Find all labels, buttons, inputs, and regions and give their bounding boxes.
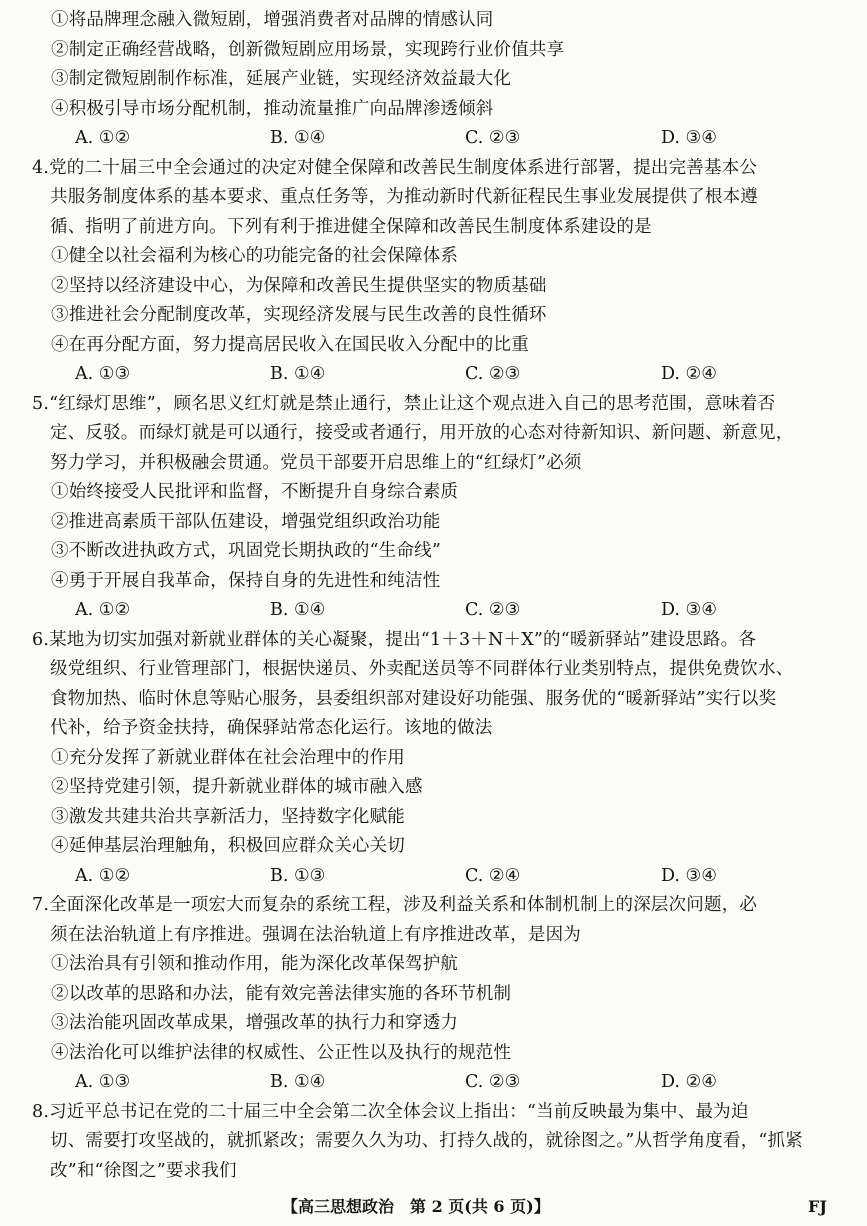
option-line: ①法治具有引领和推动作用，能为深化改革保驾护航 bbox=[51, 954, 459, 974]
answer-choice: C. ②③ bbox=[465, 600, 521, 620]
option-line: ④法治化可以维护法律的权威性、公正性以及执行的规范性 bbox=[51, 1043, 512, 1063]
option-line: ③推进社会分配制度改革，实现经济发展与民生改善的良性循环 bbox=[51, 305, 547, 325]
question-text-line: 级党组织、行业管理部门，根据快递员、外卖配送员等不同群体行业类别特点，提供免费饮水、 bbox=[50, 659, 794, 679]
answer-choice: A. ①② bbox=[75, 128, 131, 148]
question-text-line: 代补，给予资金扶持，确保驿站常态化运行。该地的做法 bbox=[50, 718, 493, 738]
option-line: ③法治能巩固改革成果，增强改革的执行力和穿透力 bbox=[51, 1013, 459, 1033]
question-text-line: 切、需要打攻坚战的，就抓紧改；需要久久为功、打持久战的，就徐图之。”从哲学角度看，“抓紧 bbox=[50, 1131, 803, 1151]
answer-choice: B. ①④ bbox=[270, 600, 326, 620]
answer-choice: B. ①④ bbox=[270, 1072, 326, 1092]
answer-choice: D. ②④ bbox=[661, 1072, 717, 1092]
question-stem: 4.党的二十届三中全会通过的决定对健全保障和改善民生制度体系进行部署，提出完善基本公 bbox=[32, 158, 758, 178]
question-text-line: 共服务制度体系的基本要求、重点任务等，为推动新时代新征程民生事业发展提供了根本遵 bbox=[50, 187, 758, 207]
answer-choice: D. ③④ bbox=[661, 866, 717, 886]
option-line: ②以改革的思路和办法，能有效完善法律实施的各环节机制 bbox=[51, 984, 512, 1004]
option-line: ②坚持以经济建设中心，为保障和改善民生提供坚实的物质基础 bbox=[51, 276, 547, 296]
option-line: ③制定微短剧制作标准，延展产业链，实现经济效益最大化 bbox=[51, 69, 512, 89]
answer-choice: A. ①② bbox=[75, 866, 131, 886]
answer-choice: A. ①③ bbox=[75, 364, 131, 384]
question-stem: 7.全面深化改革是一项宏大而复杂的系统工程，涉及利益关系和体制机制上的深层次问题，必 bbox=[32, 895, 758, 915]
answer-choice: C. ②③ bbox=[465, 364, 521, 384]
question-text-line: 努力学习，并积极融会贯通。党员干部要开启思维上的“红绿灯”必须 bbox=[50, 453, 582, 473]
question-text-line: 食物加热、临时休息等贴心服务，县委组织部对建设好功能强、服务优的“暖新驿站”实行以奖 bbox=[50, 689, 777, 709]
option-line: ③激发共建共治共享新活力，坚持数字化赋能 bbox=[51, 807, 405, 827]
footer-code: FJ bbox=[808, 1197, 827, 1216]
option-line: ①将品牌理念融入微短剧，增强消费者对品牌的情感认同 bbox=[51, 10, 494, 30]
page-footer bbox=[0, 1195, 867, 1219]
answer-choice: B. ①④ bbox=[270, 364, 326, 384]
option-line: ③不断改进执政方式，巩固党长期执政的“生命线” bbox=[51, 541, 441, 561]
question-text-line: 须在法治轨道上有序推进。强调在法治轨道上有序推进改革，是因为 bbox=[50, 925, 581, 945]
answer-choice: C. ②④ bbox=[465, 866, 521, 886]
footer-title: 【高三思想政治 第 2 页(共 6 页)】 bbox=[282, 1197, 550, 1216]
option-line: ④延伸基层治理触角，积极回应群众关心关切 bbox=[51, 836, 405, 856]
question-text-line: 循、指明了前进方向。下列有利于推进健全保障和改善民生制度体系建设的是 bbox=[50, 217, 652, 237]
option-line: ④在再分配方面，努力提高居民收入在国民收入分配中的比重 bbox=[51, 335, 529, 355]
option-line: ①健全以社会福利为核心的功能完备的社会保障体系 bbox=[51, 246, 459, 266]
question-stem: 6.某地为切实加强对新就业群体的关心凝聚，提出“1＋3＋N＋X”的“暖新驿站”建设思路。各 bbox=[32, 630, 757, 650]
option-line: ②推进高素质干部队伍建设，增强党组织政治功能 bbox=[51, 512, 441, 532]
question-stem: 8.习近平总书记在党的二十届三中全会第二次全体会议上指出：“当前反映最为集中、最为迫 bbox=[32, 1102, 749, 1122]
question-text-line: 定、反驳。而绿灯就是可以通行，接受或者通行，用开放的心态对待新知识、新问题、新意见， bbox=[50, 423, 794, 443]
option-line: ④勇于开展自我革命，保持自身的先进性和纯洁性 bbox=[51, 571, 441, 591]
answer-choice: B. ①④ bbox=[270, 128, 326, 148]
option-line: ②制定正确经营战略，创新微短剧应用场景，实现跨行业价值共享 bbox=[51, 40, 565, 60]
option-line: ②坚持党建引领，提升新就业群体的城市融入感 bbox=[51, 777, 423, 797]
answer-choice: C. ②③ bbox=[465, 1072, 521, 1092]
option-line: ①始终接受人民批评和监督，不断提升自身综合素质 bbox=[51, 482, 459, 502]
question-stem: 5.“红绿灯思维”，顾名思义红灯就是禁止通行，禁止让这个观点进入自己的思考范围，意味着否 bbox=[32, 394, 776, 414]
answer-choice: D. ③④ bbox=[661, 128, 717, 148]
answer-choice: B. ①③ bbox=[270, 866, 326, 886]
answer-choice: A. ①③ bbox=[75, 1072, 131, 1092]
option-line: ④积极引导市场分配机制，推动流量推广向品牌渗透倾斜 bbox=[51, 99, 494, 119]
answer-choice: D. ③④ bbox=[661, 600, 717, 620]
question-text-line: 改”和“徐图之”要求我们 bbox=[50, 1161, 237, 1181]
answer-choice: D. ②④ bbox=[661, 364, 717, 384]
answer-choice: A. ①② bbox=[75, 600, 131, 620]
option-line: ①充分发挥了新就业群体在社会治理中的作用 bbox=[51, 748, 405, 768]
answer-choice: C. ②③ bbox=[465, 128, 521, 148]
